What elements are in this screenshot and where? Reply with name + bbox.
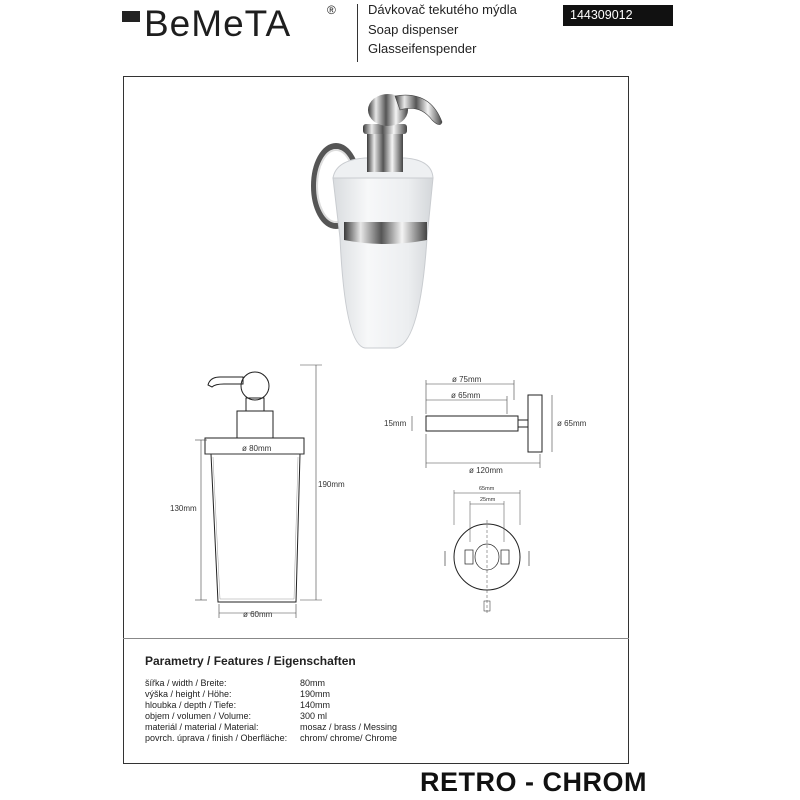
param-value: 140mm [300,700,331,710]
param-label: výška / height / Höhe: [145,689,232,699]
dim-front-total-height: 190mm [318,480,345,489]
dim-front-bottom-diameter: ø 60mm [243,610,273,619]
dim-front-top-diameter: ø 80mm [242,444,272,453]
dim-side-depth: ø 120mm [469,466,503,475]
param-value: chrom/ chrome/ Chrome [300,733,398,743]
section-divider [123,638,629,639]
param-row [145,700,625,710]
param-label: povrch. úprava / finish / Oberfläche: [145,733,288,743]
back-plate-dimensions [454,490,520,615]
param-label: objem / volumen / Volume: [145,711,252,721]
series-name: RETRO - CHROM [420,767,647,797]
param-label: materiál / material / Material: [145,722,259,732]
param-row [145,678,625,688]
param-row [145,689,625,699]
param-value: 300 ml [300,711,328,721]
param-value: 190mm [300,689,331,699]
param-value: mosaz / brass / Messing [300,722,398,732]
product-photo [314,94,442,348]
parameters-title: Parametry / Features / Eigenschaften [145,654,356,668]
front-view-dimensions [195,365,322,618]
dim-side-plate-diameter: ø 65mm [557,419,587,428]
side-view-drawing [426,395,542,452]
dim-front-glass-height: 130mm [170,504,197,513]
dim-side-rod-height: 15mm [384,419,407,428]
param-row [145,722,625,732]
registered-mark: ® [327,3,336,17]
dim-side-outer-diameter: ø 75mm [452,375,482,384]
title-czech: Dávkovač tekutého mýdla [368,2,517,17]
dim-side-inner-diameter: ø 65mm [451,391,481,400]
dim-back-hole-spacing: 25mm [480,497,496,503]
front-view-drawing [205,372,304,602]
product-code: 144309012 [563,5,673,26]
param-label: šířka / width / Breite: [145,678,227,688]
param-row [145,733,625,743]
title-german: Glasseifenspender [368,41,477,56]
param-label: hloubka / depth / Tiefe: [145,700,237,710]
side-view-dimensions [412,380,552,468]
dim-back-plate-width: 65mm [479,486,495,492]
param-value: 80mm [300,678,326,688]
title-english: Soap dispenser [368,22,459,37]
brand-logo: BeMeTA [144,3,292,44]
param-row [145,711,625,721]
